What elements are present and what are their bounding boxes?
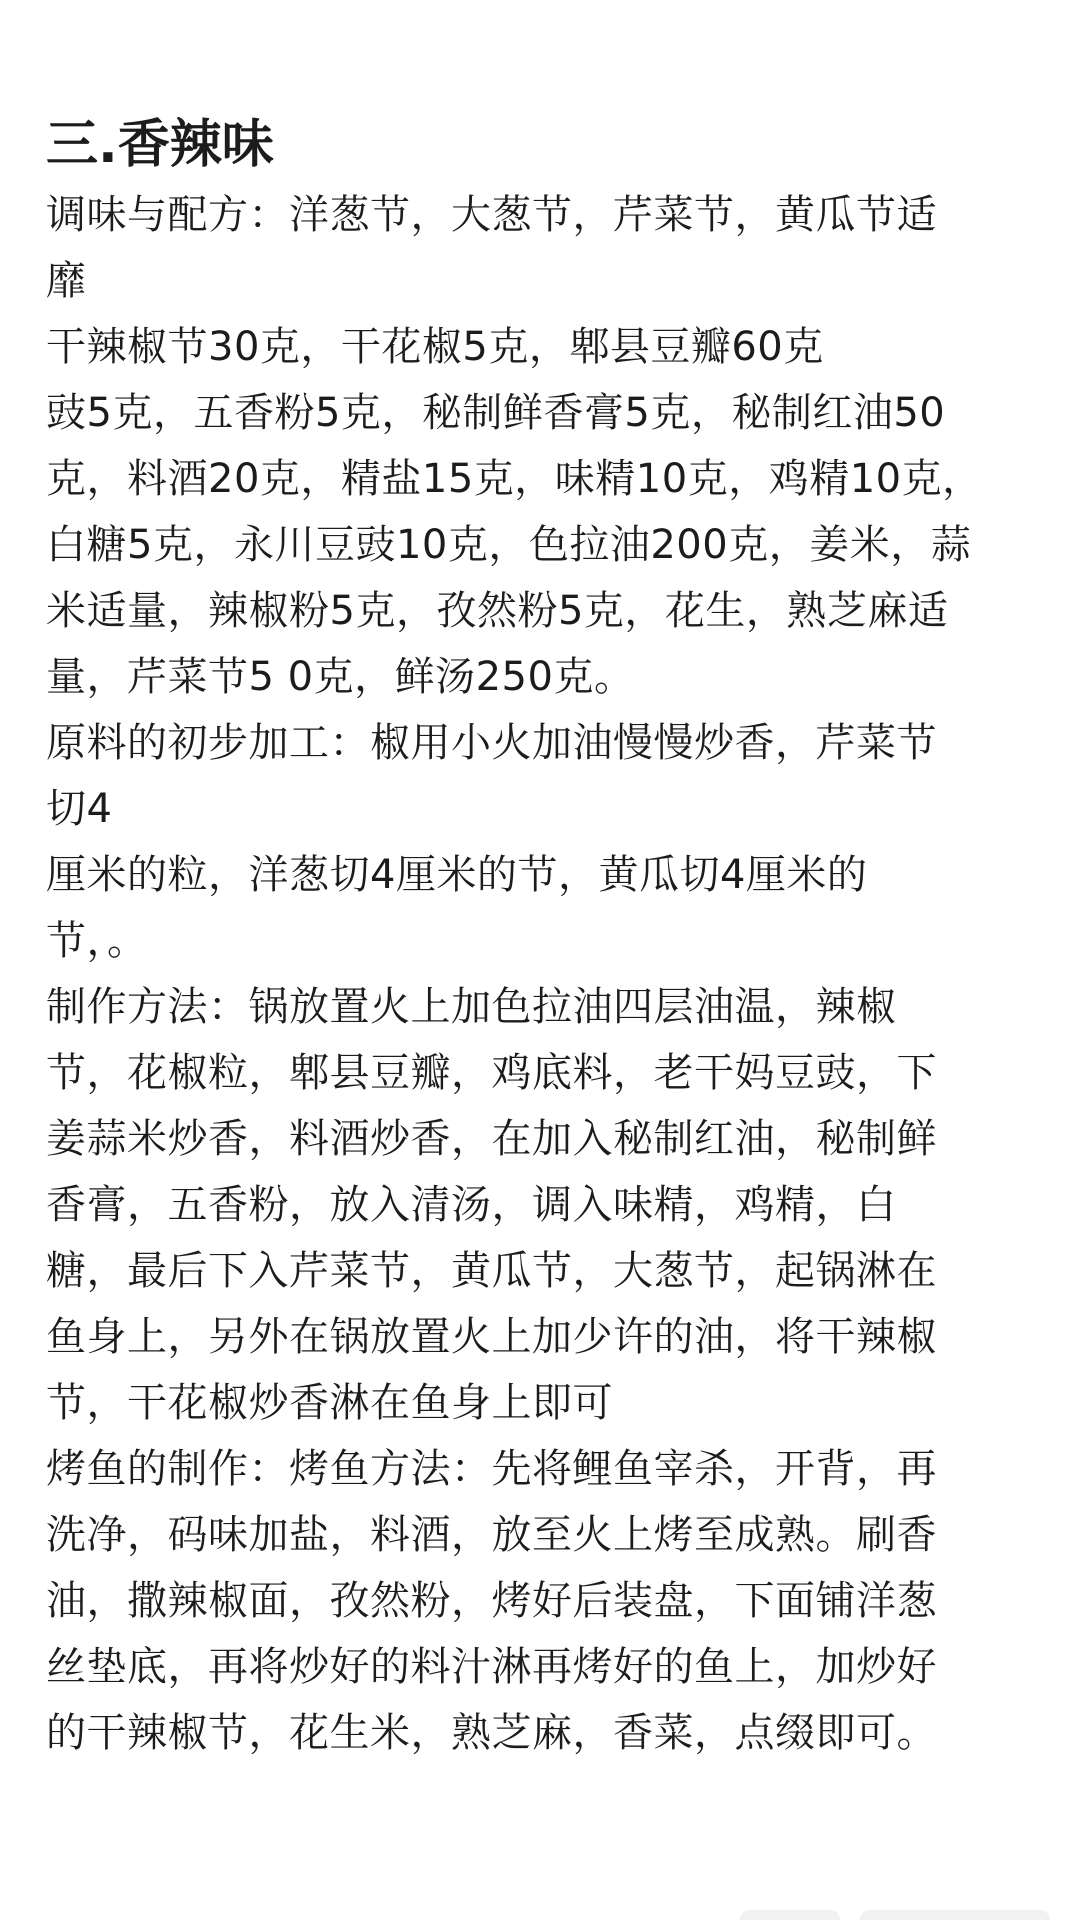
bottom-control-shadow [740, 1910, 840, 1920]
text-line: 的干辣椒节，花生米，熟芝麻，香菜，点缀即可。 [46, 1710, 937, 1756]
text-line: 鱼身上，另外在锅放置火上加少许的油，将干辣椒 [46, 1314, 937, 1360]
text-line: 克，料酒20克，精盐15克，味精10克，鸡精10克， [46, 456, 983, 502]
text-line: 米适量，辣椒粉5克，孜然粉5克，花生，熟芝麻适 [46, 588, 949, 634]
article-title: 三.香辣味 [46, 115, 274, 175]
text-line: 节，。 [46, 918, 148, 964]
text-line: 节，花椒粒，郫县豆瓣，鸡底料，老干妈豆豉，下 [46, 1050, 937, 1096]
text-line: 量，芹菜节5 0克，鲜汤250克。 [46, 654, 635, 700]
text-line: 切4 [46, 786, 113, 832]
text-line: 洗净，码味加盐，料酒，放至火上烤至成熟。刷香 [46, 1512, 937, 1558]
text-line: 丝垫底，再将炒好的料汁淋再烤好的鱼上，加炒好 [46, 1644, 937, 1690]
text-line: 油，撒辣椒面，孜然粉，烤好后装盘，下面铺洋葱 [46, 1578, 937, 1624]
text-line: 原料的初步加工：椒用小火加油慢慢炒香，芹菜节 [46, 720, 937, 766]
text-line: 姜蒜米炒香，料酒炒香，在加入秘制红油，秘制鲜 [46, 1116, 937, 1162]
article-body [46, 112, 1046, 1766]
bottom-control-shadow [860, 1910, 1050, 1920]
text-line: 白糖5克，永川豆豉10克，色拉油200克，姜米，蒜 [46, 522, 972, 568]
text-line: 干辣椒节30克，干花椒5克，郫县豆瓣60克 [46, 324, 824, 370]
text-line: 调味与配方：洋葱节，大葱节，芹菜节，黄瓜节适 [46, 192, 937, 238]
text-line: 节，干花椒炒香淋在鱼身上即可 [46, 1380, 613, 1426]
bottom-edge [0, 1902, 1080, 1920]
text-line: 厘米的粒，洋葱切4厘米的节，黄瓜切4厘米的 [46, 852, 868, 898]
text-line: 豉5克，五香粉5克，秘制鲜香膏5克，秘制红油50 [46, 390, 946, 436]
text-line: 烤鱼的制作：烤鱼方法：先将鲤鱼宰杀，开背，再 [46, 1446, 937, 1492]
text-line: 靡 [46, 258, 87, 304]
text-line: 糖，最后下入芹菜节，黄瓜节，大葱节，起锅淋在 [46, 1248, 937, 1294]
text-line: 香膏，五香粉，放入清汤，调入味精，鸡精，白 [46, 1182, 897, 1228]
text-line: 制作方法：锅放置火上加色拉油四层油温，辣椒 [46, 984, 897, 1030]
